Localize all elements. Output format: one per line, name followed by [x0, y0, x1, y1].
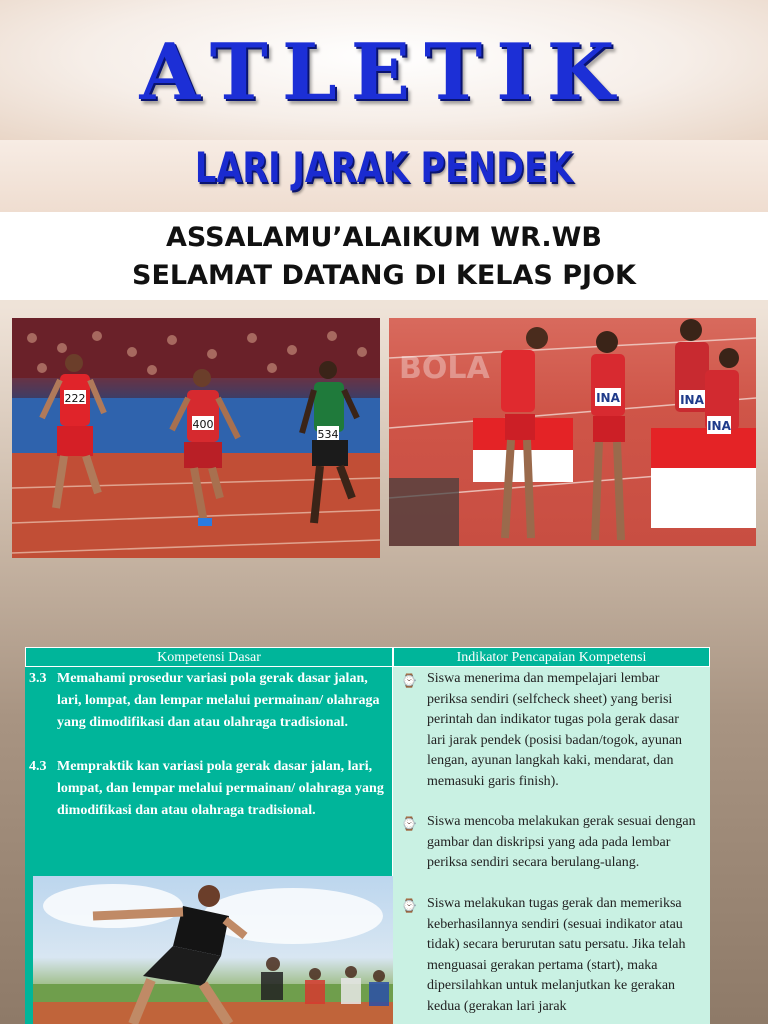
indikator-text: Siswa mencoba melakukan gerak sesuai dengan gambar dan diskripsi yang ada pada lembar periksa sendiri secara berulang-ulang. — [427, 814, 696, 870]
kompetensi-item-4-3 — [29, 756, 389, 822]
sprint-start-image — [33, 876, 393, 1024]
header-kompetensi-dasar: Kompetensi Dasar — [25, 647, 393, 667]
sprint-race-image — [12, 318, 380, 558]
indikator-text: Siswa melakukan tugas gerak dan memeriksa keberhasilannya sendiri (sesuai indikator atau tidak) secara berurutan satu persatu. Jika telah menguasai gerakan pertama (start), maka dipersilahkan untuk melanjutkan ke gerakan kedua (gerakan lari jarak — [427, 896, 686, 1014]
kompetensi-number: 3.3 — [29, 671, 47, 686]
bib-ina-3: INA — [707, 419, 731, 433]
greeting-line-2: SELAMAT DATANG DI KELAS PJOK — [132, 260, 636, 291]
kompetensi-text: Mempraktik kan variasi pola gerak dasar jalan, lari, lompat, dan lempar melalui permainan/ olahraga yang dimodifikasi dan atau olahraga tradisional. — [57, 759, 384, 818]
bib-400: 400 — [192, 418, 214, 431]
indikator-item-1 — [401, 669, 701, 792]
bib-ina-1: INA — [596, 391, 620, 405]
kompetensi-number: 4.3 — [29, 759, 47, 774]
header-indikator: Indikator Pencapaian Kompetensi — [393, 647, 710, 667]
indikator-text: Siswa menerima dan mempelajari lembar periksa sendiri (selfcheck sheet) yang berisi perintah dan indikator tugas pola gerak dasar lari jarak pendek (posisi badan/togok, ayunan lengan, ayunan langkah kaki, mendarat, dan memasuki garis finish). — [427, 671, 683, 789]
clock-bullet-icon: ⌚ — [401, 673, 418, 688]
page-title: ATLETIK — [139, 27, 629, 118]
team-flag-image — [389, 318, 756, 546]
clock-bullet-icon: ⌚ — [401, 816, 418, 831]
clock-bullet-icon: ⌚ — [401, 898, 418, 913]
bib-534: 534 — [317, 428, 339, 441]
greeting-line-1: ASSALAMU’ALAIKUM WR.WB — [166, 222, 602, 253]
bib-222: 222 — [64, 392, 86, 405]
kompetensi-item-3-3 — [29, 668, 389, 734]
sprint-race-photo — [12, 318, 380, 558]
team-flag-photo — [389, 318, 756, 546]
page-subtitle: LARI JARAK PENDEK — [194, 143, 574, 192]
bola-watermark: BOLA — [399, 351, 490, 386]
indikator-item-2 — [401, 812, 701, 874]
sprint-start-photo — [33, 876, 393, 1024]
indikator-item-3 — [401, 894, 701, 1017]
bib-ina-2: INA — [680, 393, 704, 407]
kompetensi-text: Memahami prosedur variasi pola gerak dasar jalan, lari, lompat, dan lempar melalui permainan/ olahraga yang dimodifikasi dan atau olahraga tradisional. — [57, 671, 380, 730]
indikator-column — [393, 667, 710, 1024]
